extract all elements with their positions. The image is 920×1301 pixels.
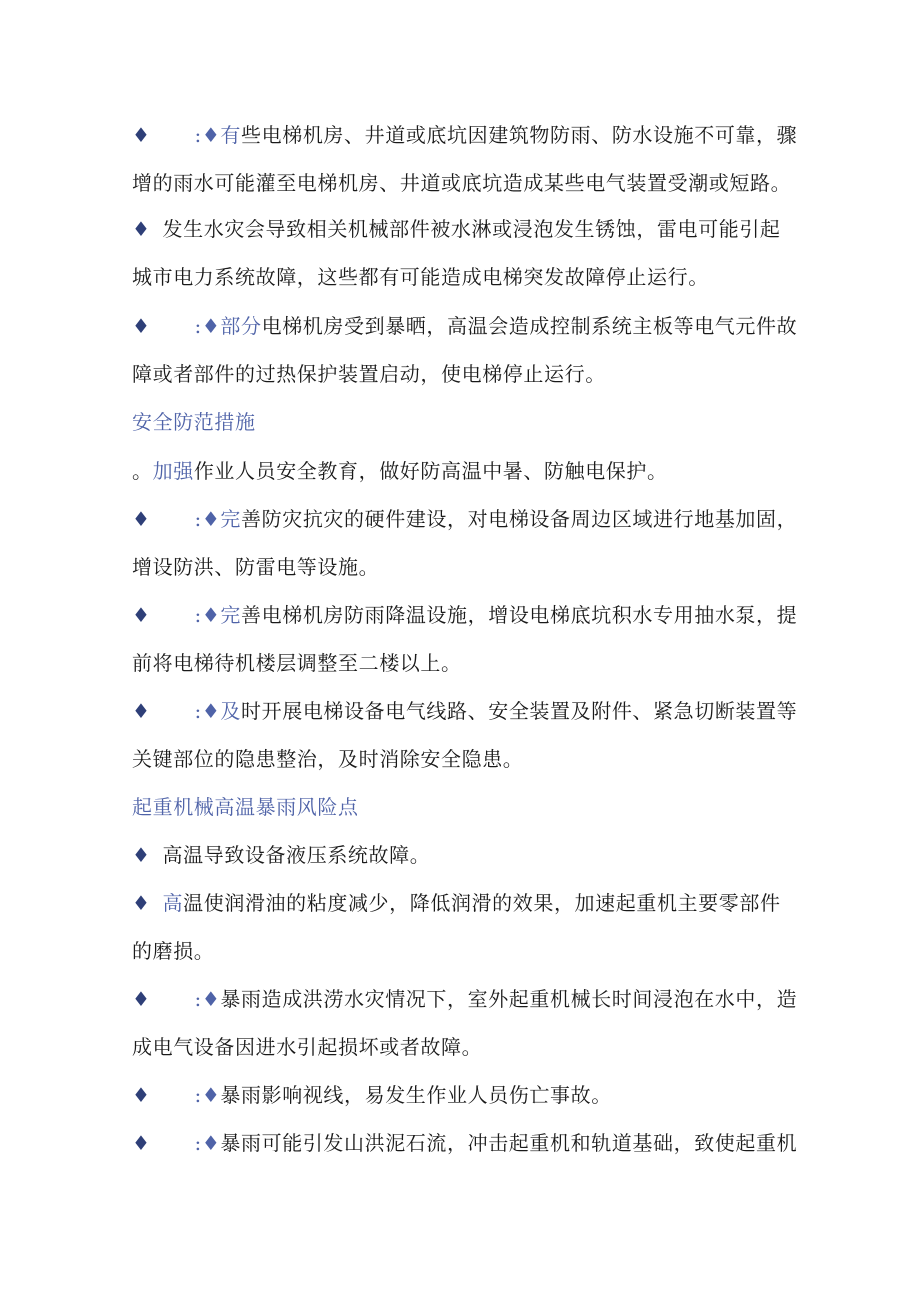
paragraph-text: 电梯机房受到暴晒，高温会造成控制系统主板等电气元件故 [261, 314, 798, 338]
accent-text: 高 [162, 891, 184, 915]
paragraph-2-line-2 [132, 263, 709, 291]
section-heading-crane-risks: 起重机械高温暴雨风险点 [132, 795, 359, 819]
diamond-bullet-icon: ♦ [132, 507, 151, 531]
diamond-bullet-icon: ♦ [132, 603, 151, 627]
paragraph-text: 暴雨可能引发山洪泥石流，冲击起重机和轨道基础，致使起重机 [220, 1131, 798, 1155]
paragraph-text: 的磨损。 [132, 939, 215, 963]
diamond-bullet-icon: ♦ [132, 843, 151, 867]
accent-text: 完 [220, 507, 242, 531]
prefix-marker: :♦ [194, 1083, 221, 1107]
paragraph-text: 些电梯机房、井道或底坑因建筑物防雨、防水设施不可靠，骤 [241, 123, 798, 147]
diamond-bullet-icon: ♦ [132, 699, 151, 723]
paragraph-12-line-1 [132, 1129, 797, 1157]
accent-text: 部分 [220, 314, 262, 338]
prefix-marker: :♦ [194, 507, 221, 531]
paragraph-text: 高温导致设备液压系统故障。 [162, 843, 431, 867]
paragraph-text: 障或者部件的过热保护装置启动，使电梯停止运行。 [132, 362, 606, 386]
paragraph-text: 增的雨水可能灌至电梯机房、井道或底坑造成某些电气装置受潮或短路。 [132, 171, 792, 195]
prefix-marker: :♦ [194, 699, 221, 723]
paragraph-text: 成电气设备因进水引起损坏或者故障。 [132, 1035, 483, 1059]
paragraph-5-line-1 [132, 505, 797, 533]
paragraph-text: 暴雨影响视线，易发生作业人员伤亡事故。 [220, 1083, 612, 1107]
accent-text: 有 [220, 123, 242, 147]
paragraph-3-line-2 [132, 360, 606, 388]
accent-text: 完 [220, 603, 242, 627]
diamond-bullet-icon: ♦ [132, 123, 151, 147]
paragraph-1-line-2 [132, 169, 791, 197]
prefix-marker: :♦ [194, 987, 221, 1011]
prefix-marker: :♦ [194, 603, 221, 627]
paragraph-7-line-2 [132, 745, 523, 773]
paragraph-text: 发生水灾会导致相关机械部件被水淋或浸泡发生锈蚀，雷电可能引起 [162, 217, 781, 241]
paragraph-text: 善电梯机房防雨降温设施，增设电梯底坑积水专用抽水泵，提 [241, 603, 798, 627]
paragraph-text: 城市电力系统故障，这些都有可能造成电梯突发故障停止运行。 [132, 265, 709, 289]
paragraph-3-line-1 [132, 312, 797, 340]
paragraph-text: 增设防洪、防雷电等设施。 [132, 555, 380, 579]
paragraph-11-line-1 [132, 1081, 612, 1109]
paragraph-8-line-1 [132, 841, 430, 869]
paragraph-2-line-1 [132, 215, 781, 243]
paragraph-5-line-2 [132, 553, 379, 581]
prefix-marker: :♦ [194, 314, 221, 338]
diamond-bullet-icon: ♦ [132, 314, 151, 338]
paragraph-text: 作业人员安全教育，做好防高温中暑、防触电保护。 [193, 459, 668, 483]
paragraph-4-line-1 [132, 457, 668, 485]
paragraph-text: 善防灾抗灾的硬件建设，对电梯设备周边区域进行地基加固， [241, 507, 798, 531]
accent-text: 及 [220, 699, 242, 723]
diamond-bullet-icon: ♦ [132, 987, 151, 1011]
diamond-bullet-icon: ♦ [132, 217, 151, 241]
prefix-marker: :♦ [194, 1131, 221, 1155]
paragraph-6-line-2 [132, 649, 462, 677]
paragraph-9-line-2 [132, 937, 214, 965]
diamond-bullet-icon: ♦ [132, 1131, 151, 1155]
paragraph-10-line-2 [132, 1033, 482, 1061]
accent-text: 加强 [152, 459, 194, 483]
diamond-bullet-icon: ♦ [132, 1083, 151, 1107]
paragraph-7-line-1 [132, 697, 797, 725]
section-heading-safety-measures: 安全防范措施 [132, 410, 256, 434]
paragraph-1-line-1 [132, 121, 797, 149]
paragraph-6-line-1 [132, 601, 797, 629]
paragraph-text: 暴雨造成洪涝水灾情况下，室外起重机械长时间浸泡在水中，造 [220, 987, 798, 1011]
diamond-bullet-icon: ♦ [132, 891, 151, 915]
paragraph-10-line-1 [132, 985, 797, 1013]
prefix-marker: :♦ [194, 123, 221, 147]
paragraph-text: 时开展电梯设备电气线路、安全装置及附件、紧急切断装置等 [241, 699, 798, 723]
paragraph-text: 温使润滑油的粘度减少，降低润滑的效果，加速起重机主要零部件 [183, 891, 781, 915]
paragraph-text: 关键部位的隐患整治，及时消除安全隐患。 [132, 747, 524, 771]
paragraph-text: 前将电梯待机楼层调整至二楼以上。 [132, 651, 462, 675]
lead-punctuation: 。 [132, 459, 153, 483]
paragraph-9-line-1 [132, 889, 781, 917]
